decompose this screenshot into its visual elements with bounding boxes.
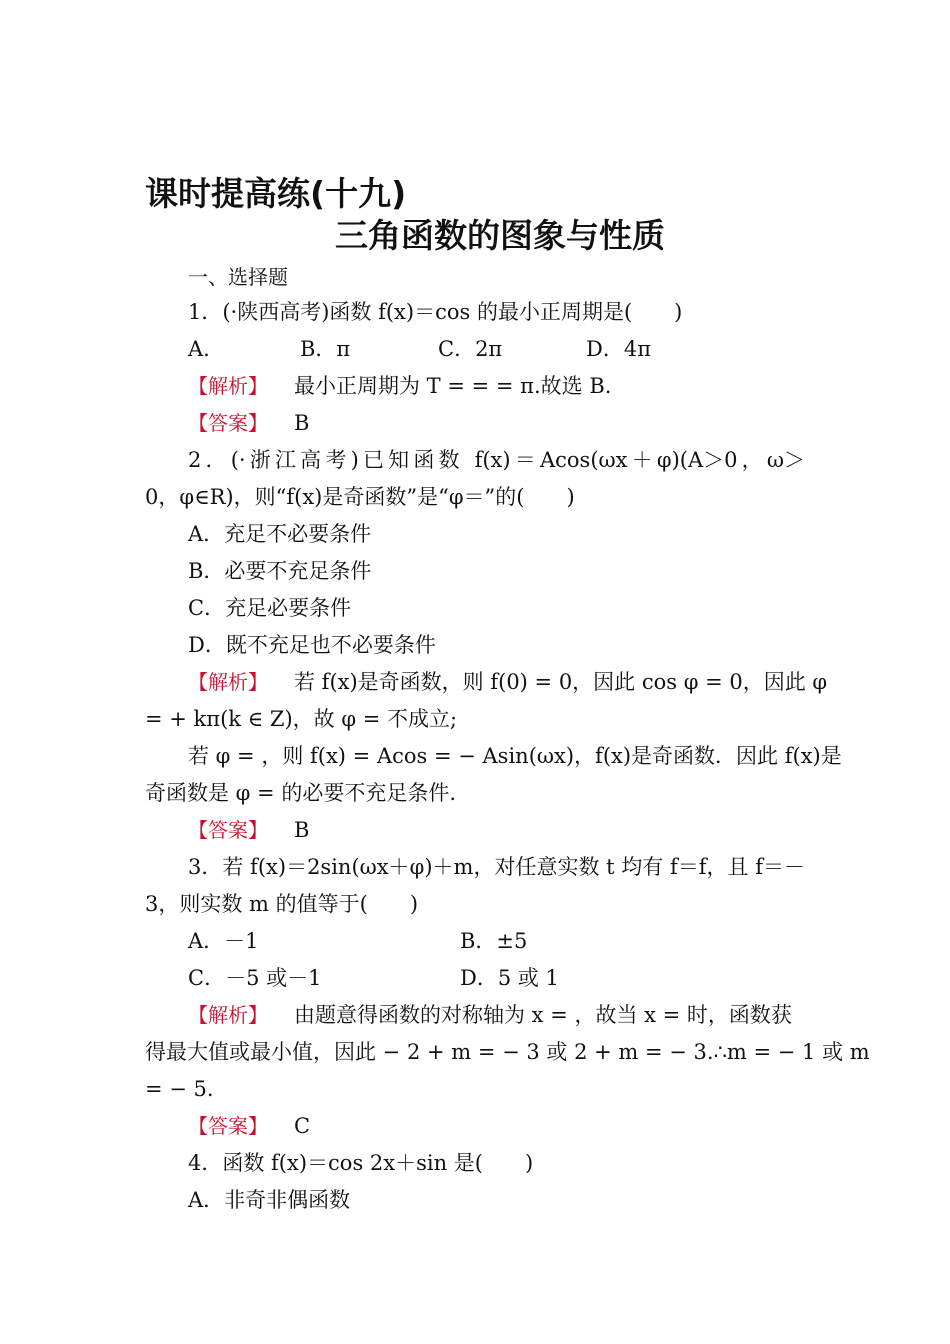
q3-analysis-text1: 由题意得函数的对称轴为 x = ，故当 x = 时，函数获 [294,1003,792,1027]
analysis-tag: 【解析】 [188,1003,268,1027]
q3-analysis-line1 [188,1000,792,1030]
q3-stem-line1: 3．若 f(x)＝2sin(ωx＋φ)＋m，对任意实数 t 均有 f＝f，且 f＝－ [188,855,805,879]
q2-stem-line2: 0，φ∈R)，则“f(x)是奇函数”是“φ＝”的( ) [145,485,575,509]
page-subtitle: 三角函数的图象与性质 [335,216,665,255]
q3-answer [188,1111,310,1141]
q3-stem-line2: 3，则实数 m 的值等于( ) [145,892,419,916]
q2-option-a: A．充足不必要条件 [188,522,372,546]
analysis-tag: 【解析】 [188,374,268,398]
section-heading: 一、选择题 [188,265,288,289]
q2-answer [188,815,309,845]
q2-option-b: B．必要不充足条件 [188,559,372,583]
q3-analysis-line2: 得最大值或最小值，因此 − 2 + m = − 3 或 2 + m = − 3.∴m = − 1 或 m [145,1040,870,1064]
answer-tag: 【答案】 [188,818,268,842]
q1-analysis [188,371,611,401]
q2-analysis-line3: 若 φ = ，则 f(x) = Acos = − Asin(ωx)，f(x)是奇函数．因此 f(x)是 [188,744,842,768]
analysis-tag: 【解析】 [188,670,268,694]
answer-tag: 【答案】 [188,1114,268,1138]
q3-answer-text: C [294,1114,311,1138]
q3-analysis-line3: = − 5. [145,1077,214,1101]
q2-stem-line1: 2．(·浙江高考)已知函数 f(x)＝Acos(ωx＋φ)(A＞0，ω＞ [188,448,805,472]
q3-option-b: B．±5 [460,929,528,953]
q4-stem: 4．函数 f(x)＝cos 2x＋sin 是( ) [188,1151,534,1175]
q2-analysis-line1 [188,667,828,697]
q1-option-d: D．4π [586,337,651,361]
q1-answer-text: B [294,411,310,435]
q3-option-a: A．－1 [188,929,259,953]
q2-analysis-text1: 若 f(x)是奇函数，则 f(0) = 0，因此 cos φ = 0，因此 φ [294,670,828,694]
q4-option-a: A．非奇非偶函数 [188,1188,351,1212]
page-title: 课时提高练(十九) [145,174,407,213]
q2-analysis-line4: 奇函数是 φ = 的必要不充足条件. [145,781,456,805]
answer-tag: 【答案】 [188,411,268,435]
q1-stem: 1．(·陕西高考)函数 f(x)＝cos 的最小正周期是( ) [188,300,683,324]
q3-option-c: C．－5 或－1 [188,966,322,990]
q2-option-c: C．充足必要条件 [188,596,352,620]
q1-option-c: C．2π [438,337,503,361]
q1-option-b: B．π [300,337,351,361]
q1-answer [188,408,309,438]
q1-option-a: A. [188,337,210,361]
q2-analysis-line2: = + kπ(k ∈ Z)，故 φ = 不成立; [145,707,458,731]
q2-option-d: D．既不充足也不必要条件 [188,633,436,657]
q3-option-d: D．5 或 1 [460,966,559,990]
q2-answer-text: B [294,818,310,842]
q1-analysis-text: 最小正周期为 T = = = π.故选 B. [294,374,612,398]
